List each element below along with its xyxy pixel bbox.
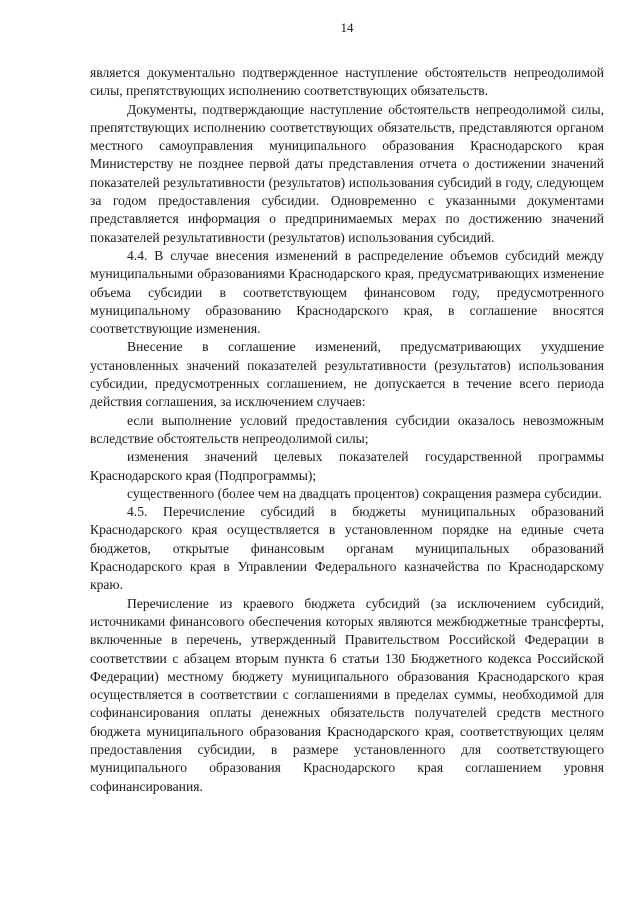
paragraph: Внесение в соглашение изменений, предусматривающих ухудшение установленных значений показателей результативности (результатов) использования субсидии, предусмотренных соглашением, не допускается в течение всего периода действия соглашения, за исключением случаев: — [90, 339, 604, 410]
paragraph: изменения значений целевых показателей государственной программы Краснодарского края (Подпрограммы); — [90, 449, 604, 483]
paragraph: является документально подтвержденное наступление обстоятельств непреодолимой силы, препятствующих исполнению соответствующих обязательств. — [90, 65, 604, 99]
page-number: 14 — [340, 20, 354, 35]
paragraph: 4.5. Перечисление субсидий в бюджеты муниципальных образований Краснодарского края осуществляется в установленном порядке на единые счета бюджетов, открытые финансовым органам муниципальных образований Краснодарского края в Управлении Федерального казначейства по Краснодарскому краю. — [90, 504, 604, 593]
paragraph: Перечисление из краевого бюджета субсидий (за исключением субсидий, источниками финансового обеспечения которых являются межбюджетные трансферты, включенные в перечень, утвержденный Правительством Российской Федерации в соответствии с абзацем вторым пункта 6 статьи 130 Бюджетного кодекса Российской Федерации) местному бюджету муниципального образования Краснодарского края осуществляется в соответствии с соглашениями в пределах суммы, необходимой для софинансирования оплаты денежных обязательств получателей средств местного бюджета муниципального образования Краснодарского края, соответствующих целям предоставления субсидии, в размере установленного для соответствующего муниципального образования Краснодарского края соглашением уровня софинансирования. — [90, 595, 604, 794]
paragraph: существенного (более чем на двадцать процентов) сокращения размера субсидии. — [127, 485, 602, 501]
document-body — [90, 64, 604, 796]
paragraph: если выполнение условий предоставления субсидии оказалось невозможным вследствие обстоятельств непреодолимой силы; — [90, 412, 604, 446]
paragraph: Документы, подтверждающие наступление обстоятельств непреодолимой силы, препятствующих исполнению соответствующих обязательств, представляются органом местного самоуправления муниципального образования Краснодарского края Министерству не позднее первой даты представления отчета о достижении значений показателей результативности (результатов) использования субсидий в году, следующем за годом предоставления субсидии. Одновременно с указанными документами представляется информация о предпринимаемых мерах по достижению значений показателей результативности (результатов) использования субсидий. — [90, 101, 604, 245]
paragraph: 4.4. В случае внесения изменений в распределение объемов субсидий между муниципальными образованиями Краснодарского края, предусматривающих изменение объема субсидии в соответствующем финансовом году, предусмотренного муниципальному образованию Краснодарского края, в соглашение вносятся соответствующие изменения. — [90, 247, 604, 337]
